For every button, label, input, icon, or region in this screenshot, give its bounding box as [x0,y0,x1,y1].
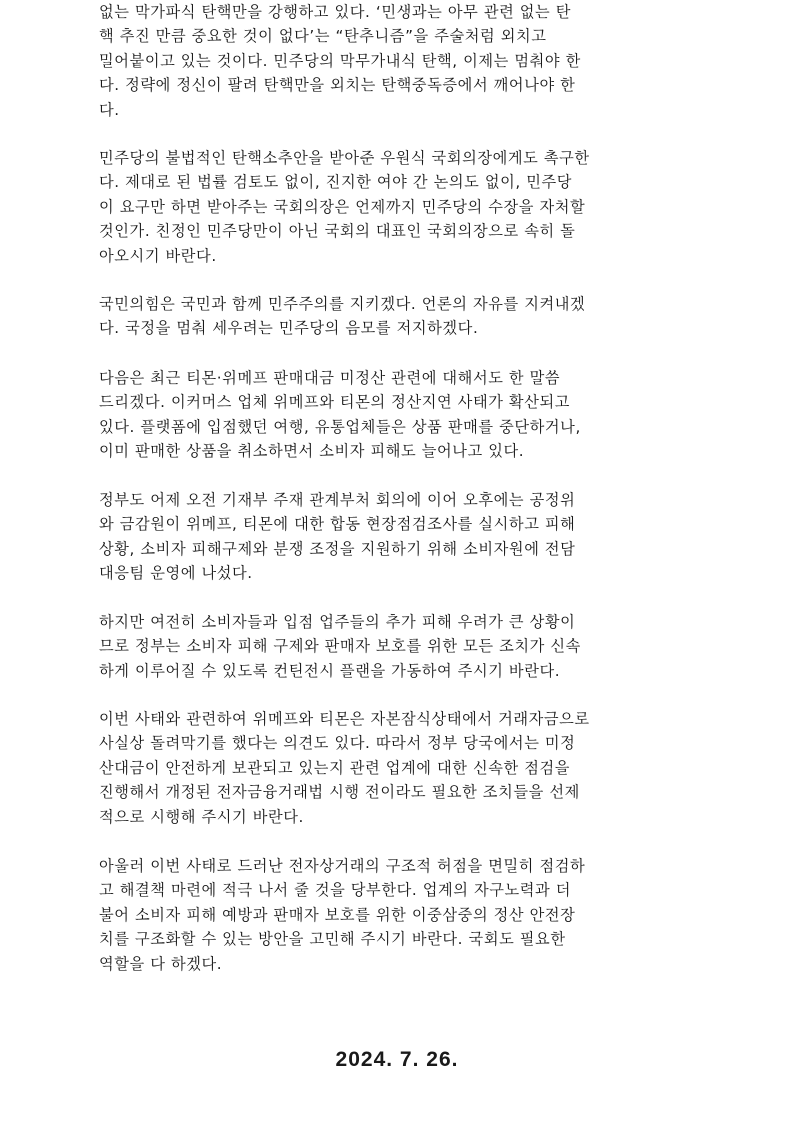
paragraph-government-response [99,488,575,586]
text-line: 민주당의 불법적인 탄핵소추안을 받아준 우원식 국회의장에게도 촉구한 [99,149,590,167]
text-line: 사실상 돌려막기를 했다는 의견도 있다. 따라서 정부 당국에서는 미정 [99,734,576,753]
text-line: 진행해서 개정된 전자금융거래법 시행 전이라도 필요한 조치들을 선제 [99,783,580,802]
text-line: 없는 막가파식 탄핵만을 강행하고 있다. ‘민생과는 아무 관련 없는 탄 [99,3,572,21]
text-line: 다. 제대로 된 법률 검토도 없이, 진지한 여야 간 논의도 없이, 민주당 [99,173,573,192]
text-line: 이번 사태와 관련하여 위메프와 티몬은 자본잠식상태에서 거래자금으로 [99,710,590,728]
text-line: 하게 이루어질 수 있도록 컨틴전시 플랜을 가동하여 주시기 바란다. [99,661,561,680]
paragraph-party-pledge [99,292,585,341]
text-line: 적으로 시행해 주시기 바란다. [99,807,304,826]
text-line: 밀어붙이고 있는 것이다. 민주당의 막무가내식 탄핵, 이제는 멈춰야 한 [99,51,581,70]
text-line: 핵 추진 만큼 중요한 것이 없다’는 “탄추니즘”을 주술처럼 외치고 [99,27,547,46]
text-line: 역할을 다 하겠다. [99,954,223,973]
text-line: 대응팀 운영에 나섰다. [99,564,253,583]
paragraph-settlement-issue [99,366,581,464]
text-line: 아오시기 바란다. [99,246,217,265]
paragraph-preemptive-measures [99,707,590,829]
text-line: 와 금감원이 위메프, 티몬에 대한 합동 현장점검조사를 실시하고 피해 [99,515,576,534]
text-line: 드리겠다. 이커머스 업체 위메프와 티몬의 정산지연 사태가 확산되고 [99,393,571,412]
text-line: 다. [99,100,120,119]
text-line: 므로 정부는 소비자 피해 구제와 판매자 보호를 위한 모든 조치가 신속 [99,637,581,656]
text-line: 아울러 이번 사태로 드러난 전자상거래의 구조적 허점을 면밀히 점검하 [99,857,586,875]
text-line: 정부도 어제 오전 기재부 주재 관계부처 회의에 이어 오후에는 공정위 [99,491,576,509]
text-line: 다. 국정을 멈춰 세우려는 민주당의 음모를 저지하겠다. [99,319,479,338]
text-line: 불어 소비자 피해 예방과 판매자 보호를 위한 이중삼중의 정산 안전장 [99,905,576,924]
paragraph-speaker-appeal [99,146,590,268]
text-line: 국민의힘은 국민과 함께 민주주의를 지키겠다. 언론의 자유를 지켜내겠 [99,295,586,313]
text-line: 상황, 소비자 피해구제와 분쟁 조정을 지원하기 위해 소비자원에 전담 [99,539,576,558]
text-line: 것인가. 친정인 민주당만이 아닌 국회의 대표인 국회의장으로 속히 돌 [99,222,576,241]
text-line: 있다. 플랫폼에 입점했던 여행, 유통업체들은 상품 판매를 중단하거나, [99,417,581,436]
text-line: 산대금이 안전하게 보관되고 있는지 관련 업계에 대한 신속한 점검을 [99,758,571,777]
text-line: 다음은 최근 티몬·위메프 판매대금 미정산 관련에 대해서도 한 말씀 [99,369,561,387]
text-line: 다. 정략에 정신이 팔려 탄핵만을 외치는 탄핵중독증에서 깨어나야 한 [99,76,576,95]
paragraph-impeachment-criticism [99,0,581,122]
paragraph-structural-review [99,854,585,976]
paragraph-contingency-plan [99,610,581,683]
text-line: 고 해결책 마련에 적극 나서 줄 것을 당부한다. 업계의 자구노력과 더 [99,881,572,900]
text-line: 치를 구조화할 수 있는 방안을 고민해 주시기 바란다. 국회도 필요한 [99,930,566,949]
document-date: 2024. 7. 26. [335,1048,459,1071]
text-line: 이 요구만 하면 받아주는 국회의장은 언제까지 민주당의 수장을 자처할 [99,197,586,216]
text-line: 하지만 여전히 소비자들과 입점 업주들의 추가 피해 우려가 큰 상황이 [99,613,576,631]
text-line: 이미 판매한 상품을 취소하면서 소비자 피해도 늘어나고 있다. [99,442,525,461]
